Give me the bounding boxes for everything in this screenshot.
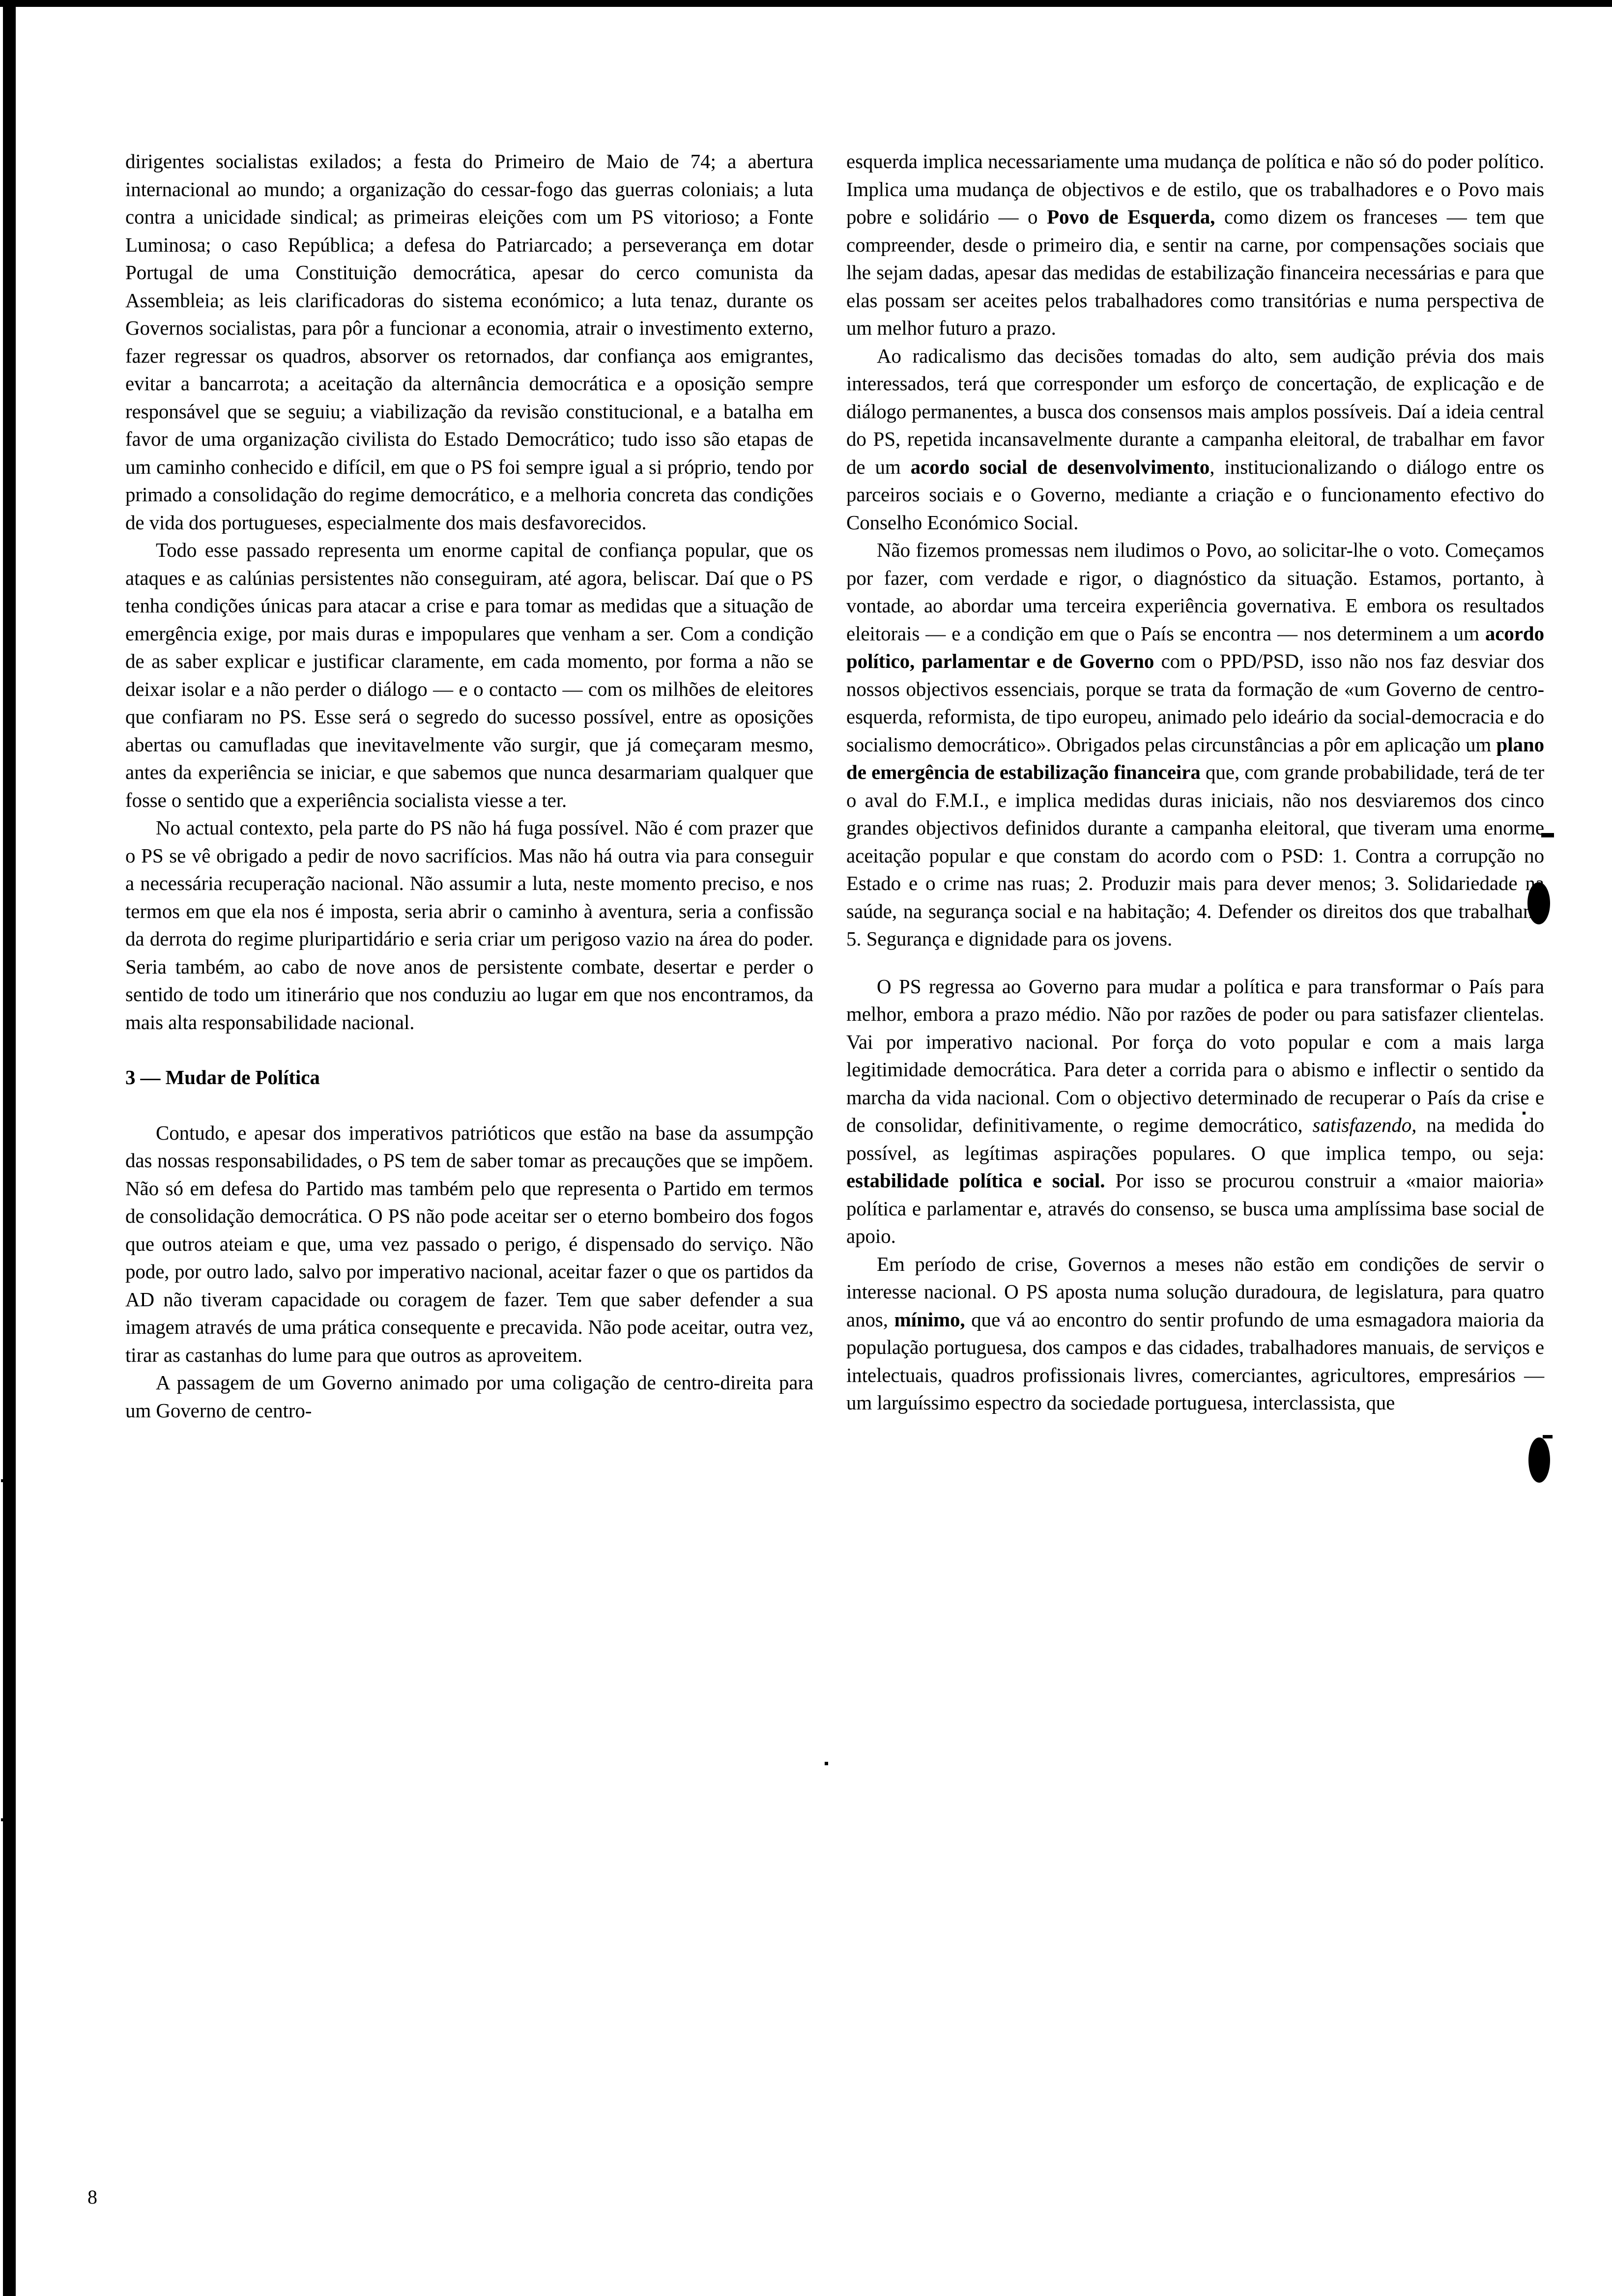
binding-edge-artifact xyxy=(3,0,16,2296)
paragraph xyxy=(125,1369,813,1424)
paragraph xyxy=(125,536,813,814)
edge-mark xyxy=(1543,1435,1553,1438)
text-run: Ao radicalismo das decisões tomadas do alto, sem audição prévia dos mais interessados, terá que corresponder um esforço de concertação, de explicação e de diálogo permanentes, a busca dos consensos mais amplos possíveis. Daí a ideia central do PS, repetida incansavelmente durante a campanha eleitoral, de trabalhar em favor de um xyxy=(846,344,1544,478)
text-run: Contudo, e apesar dos imperativos patrióticos que estão na base da assumpção das nossas responsabilidades, o PS tem de saber tomar as precauções que se impõem. Não só em defesa do Partido mas também pelo que representa o Partido em termos de consolidação democrática. O PS não pode aceitar ser o eterno bombeiro dos fogos que outros ateiam e que, uma vez passado o perigo, é dispensado do serviço. Não pode, por outro lado, salvo por imperativo nacional, aceitar fazer o que os partidos da AD não tiveram capacidade ou coragem de fazer. Tem que saber defender a sua imagem através de uma prática consequente e precavida. Não pode aceitar, outra vez, tirar as castanhas do lume para que outros as aproveitem. xyxy=(125,1121,813,1366)
paragraph xyxy=(125,147,813,536)
text-run: O PS regressa ao Governo para mudar a política e para transformar o País para melhor, embora a prazo médio. Não por razões de poder ou para satisfazer clientelas. Vai por imperativo nacional. Por força do voto popular e com a mais larga legitimidade democrática. Para deter a corrida para o abismo e inflectir o sentido da marcha da vida nacional. Com o objectivo determinado de recuperar o País da crise e de consolidar, definitivamente, o regime democrático, xyxy=(846,975,1544,1136)
top-edge-artifact xyxy=(0,0,1612,7)
ink-blot-lower-icon xyxy=(1528,1437,1550,1483)
text-run: na medida do possível, as legítimas aspirações populares. O que implica tempo, ou seja: xyxy=(846,1114,1544,1164)
text-run: A passagem de um Governo animado por uma coligação de centro-direita para um Governo de centro- xyxy=(125,1371,813,1422)
vertical-spacer xyxy=(846,953,1544,973)
text-run: dirigentes socialistas exilados; a festa do Primeiro de Maio de 74; a abertura internacional ao mundo; a organização do cessar-fogo das guerras coloniais; a luta contra a unicidade sindical; as primeiras eleições com um PS vitorioso; a Fonte Luminosa; o caso República; a defesa do Patriarcado; a perseverança em dotar Portugal de uma Constituição democrática, apesar do cerco comunista da Assembleia; as leis clarificadoras do sistema económico; a luta tenaz, durante os Governos socialistas, para pôr a funcionar a economia, atrair o investimento externo, fazer regressar os quadros, absorver os retornados, dar confiança aos emigrantes, evitar a bancarrota; a aceitação da alternância democrática e a oposição sempre responsável que se seguiu; a viabilização da revisão constitucional, e a batalha em favor de uma organização civilista do Estado Democrático; tudo isso são etapas de um caminho conhecido e difícil, em que o PS foi sempre igual a si próprio, tendo por primado a consolidação do regime democrático, e a melhoria concreta das condições de vida dos portugueses, especialmente dos mais desfavorecidos. xyxy=(125,150,813,534)
emphasised-term: mínimo, xyxy=(894,1308,965,1331)
paragraph xyxy=(846,342,1544,537)
paragraph xyxy=(846,1250,1544,1417)
vertical-spacer xyxy=(125,1091,813,1119)
text-run: com o PPD/PSD, isso não nos faz desviar dos nossos objectivos essenciais, porque se trata da formação de «um Governo de centro-esquerda, reformista, de tipo europeu, animado pelo ideário da social-democracia e do socialismo democrático». Obrigados pelas circunstâncias a pôr em aplicação um xyxy=(846,650,1544,756)
paragraph xyxy=(846,973,1544,1250)
edge-mark xyxy=(1,1818,9,1821)
text-run: Por isso se procurou construir a «maior maioria» política e parlamentar e, através do consenso, se busca uma amplíssima base social de apoio. xyxy=(846,1169,1544,1247)
text-column-left xyxy=(125,147,813,1424)
edge-mark xyxy=(1,1479,9,1482)
paragraph xyxy=(125,814,813,1036)
speck-mark xyxy=(825,1762,828,1765)
emphasised-term: estabilidade política e social. xyxy=(846,1169,1105,1192)
paragraph xyxy=(846,536,1544,953)
text-run: No actual contexto, pela parte do PS não há fuga possível. Não é com prazer que o PS se vê obrigado a pedir de novo sacrifícios. Mas não há outra via para conseguir a necessária recuperação nacional. Não assumir a luta, neste momento preciso, e nos termos em que ela nos é imposta, seria abrir o caminho à aventura, seria a confissão da derrota do regime pluripartidário e seria criar um perigoso vazio na área do poder. Seria também, ao cabo de nove anos de persistente combate, desertar e perder o sentido de todo um itinerário que nos conduziu ao lugar em que nos encontramos, da mais alta responsabilidade nacional. xyxy=(125,816,813,1033)
vertical-spacer xyxy=(125,1036,813,1063)
text-run: Em período de crise, Governos a meses não estão em condições de servir o interesse nacional. O PS aposta numa solução duradoura, de legislatura, para quatro anos, xyxy=(846,1252,1544,1331)
text-column-right xyxy=(846,147,1544,1417)
paragraph xyxy=(846,147,1544,342)
text-run: , institucionalizando o diálogo entre os parceiros sociais e o Governo, mediante a criação e o funcionamento efectivo do Conselho Económico Social. xyxy=(846,455,1544,534)
text-run: Todo esse passado representa um enorme capital de confiança popular, que os ataques e as calúnias persistentes não conseguiram, até agora, beliscar. Daí que o PS tenha condições únicas para atacar a crise e para tomar as medidas que a situação de emergência exige, por mais duras e impopulares que venham a ser. Com a condição de as saber explicar e justificar claramente, em cada momento, por forma a não se deixar isolar e a não perder o diálogo — e o contacto — com os milhões de eleitores que confiaram no PS. Esse será o segredo do sucesso possível, entre as oposições abertas ou camufladas que inevitavelmente vão surgir, que já começaram mesmo, antes da experiência se iniciar, e que sabemos que nunca desarmariam qualquer que fosse o sentido que a experiência socialista viesse a ter. xyxy=(125,539,813,811)
emphasised-term: acordo social de desenvolvimento xyxy=(910,455,1210,478)
emphasised-term: Povo de Esquerda, xyxy=(1047,205,1215,228)
emphasised-term: plano de emergência de estabilização financeira xyxy=(846,733,1544,783)
text-run: Não fizemos promessas nem iludimos o Povo, ao solicitar-lhe o voto. Começamos por fazer, com verdade e rigor, o diagnóstico da situação. Estamos, portanto, à vontade, ao abordar uma terceira experiência governativa. E embora os resultados eleitorais — e a condição em que o País se encontra — nos determinem a um xyxy=(846,539,1544,645)
emphasised-term: acordo político, parlamentar e de Governo xyxy=(846,622,1544,672)
page-number: 8 xyxy=(87,2186,97,2208)
text-run: que, com grande probabilidade, terá de ter o aval do F.M.I., e implica medidas duras iniciais, não nos desviaremos dos cinco grandes objectivos definidos durante a campanha eleitoral, que tiveram uma enorme aceitação popular e que constam do acordo com o PSD: 1. Contra a corrupção no Estado e o crime nas ruas; 2. Produzir mais para dever menos; 3. Solidariedade na saúde, na segurança social e na habitação; 4. Defender os direitos dos que trabalham; 5. Segurança e dignidade para os jovens. xyxy=(846,761,1545,950)
text-run: esquerda implica necessariamente uma mudança de política e não só do poder político. Implica uma mudança de objectivos e de estilo, que os trabalhadores e o Povo mais pobre e solidário — o xyxy=(846,150,1544,228)
section-heading: 3 — Mudar de Política xyxy=(125,1066,320,1089)
paragraph xyxy=(125,1119,813,1369)
italic-term: satisfazendo, xyxy=(1312,1114,1417,1136)
text-run: que vá ao encontro do sentir profundo de uma esmagadora maioria da população portuguesa, dos campos e das cidades, trabalhadores manuais, de serviços e intelectuais, quadros profissionais livres, comerciantes, agricultores, empresários — um larguíssimo espectro da sociedade portuguesa, interclassista, que xyxy=(846,1308,1544,1414)
text-run: como dizem os franceses — tem que compreender, desde o primeiro dia, e sentir na carne, por compensações sociais que lhe sejam dadas, apesar das medidas de estabilização financeira necessárias e para que elas possam ser aceites pelos trabalhadores como transitórias e numa perspectiva de um melhor futuro a prazo. xyxy=(846,205,1544,339)
